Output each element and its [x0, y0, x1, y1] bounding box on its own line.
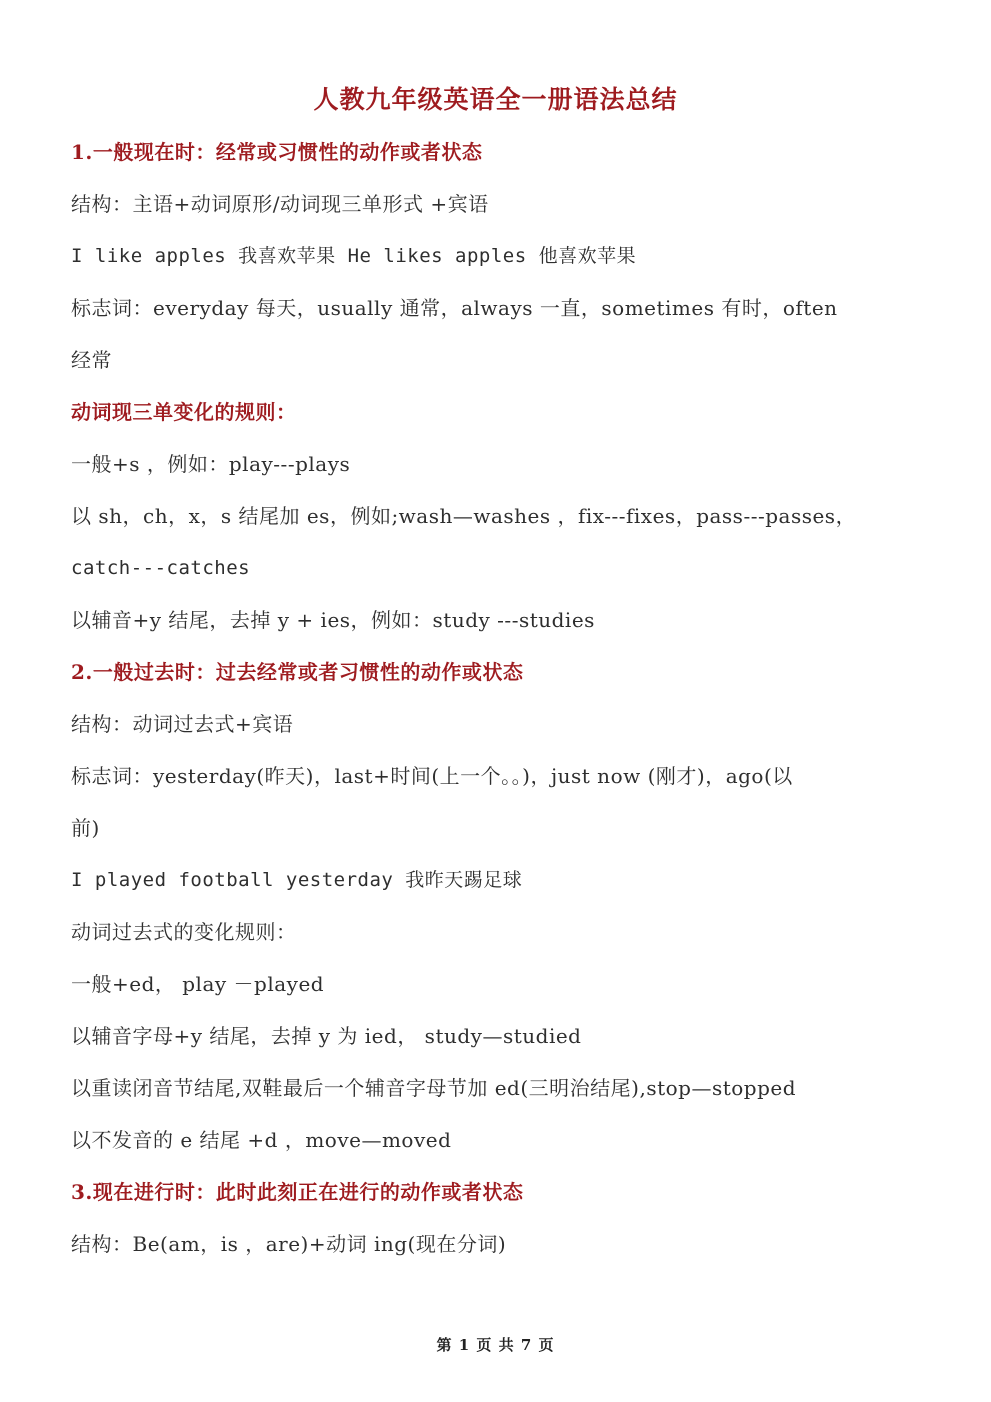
- text-line: 以 sh，ch，x，s 结尾加 es，例如;wash—washes ，fix---fixes，pass---passes，: [71, 504, 857, 528]
- section-heading-present-simple: 1.一般现在时：经常或习惯性的动作或者状态: [71, 140, 483, 164]
- text-line: I played football yesterday 我昨天踢足球: [71, 869, 523, 891]
- section-heading-past-simple: 2.一般过去时：过去经常或者习惯性的动作或状态: [71, 660, 524, 684]
- text-line: 经常: [71, 348, 112, 372]
- text-line: 标志词：everyday 每天，usually 通常，always 一直，sometimes 有时，often: [71, 296, 838, 320]
- text-line: 一般+s ，例如：play---plays: [71, 452, 351, 476]
- text-line: 以不发音的 e 结尾 +d ，move—moved: [71, 1128, 452, 1152]
- page-footer: 第 1 页 共 7 页: [436, 1336, 555, 1354]
- page-title: 人教九年级英语全一册语法总结: [313, 85, 678, 114]
- text-line: 结构：动词过去式+宾语: [71, 712, 294, 736]
- text-line: 以重读闭音节结尾,双鞋最后一个辅音字母节加 ed(三明治结尾),stop—stopped: [71, 1076, 797, 1100]
- text-line: I like apples 我喜欢苹果 He likes apples 他喜欢苹果: [71, 245, 637, 267]
- text-line: 以辅音+y 结尾，去掉 y + ies，例如：study ---studies: [71, 608, 595, 632]
- text-line: 前): [71, 816, 100, 840]
- text-line: 标志词：yesterday(昨天)，last+时间(上一个。。)，just now (刚才)，ago(以: [71, 764, 793, 788]
- text-line: 一般+ed， play －played: [71, 972, 325, 996]
- text-line: 结构：主语+动词原形/动词现三单形式 +宾语: [71, 192, 489, 216]
- text-line: catch---catches: [71, 557, 251, 579]
- text-line: 以辅音字母+y 结尾，去掉 y 为 ied， study—studied: [71, 1024, 582, 1048]
- text-line: 动词过去式的变化规则：: [71, 920, 297, 944]
- text-line: 结构：Be(am，is ，are)+动词 ing(现在分词): [71, 1232, 507, 1256]
- section-heading-present-continuous: 3.现在进行时：此时此刻正在进行的动作或者状态: [71, 1180, 524, 1204]
- subsection-heading-third-person-rules: 动词现三单变化的规则：: [71, 400, 297, 424]
